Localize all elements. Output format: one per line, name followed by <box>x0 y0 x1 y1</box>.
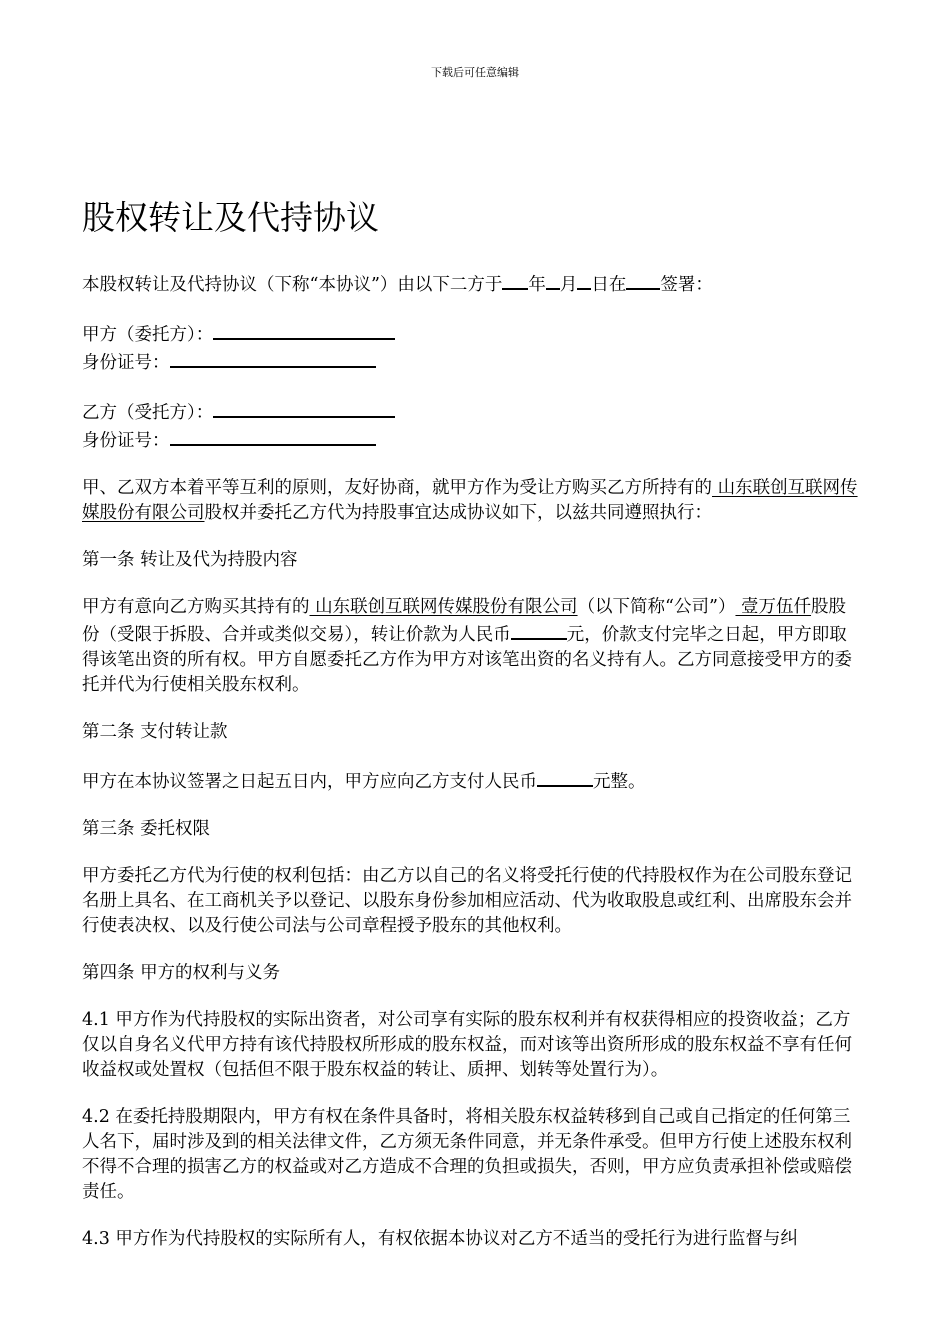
preamble-text: 甲、乙双方本着平等互利的原则，友好协商，就甲方作为受让方购买乙方所持有的 <box>82 478 712 498</box>
intro-paragraph <box>82 270 862 298</box>
intro-text: 本股权转让及代持协议（下称“本协议”）由以下二方于 <box>82 275 503 295</box>
article-2-paragraph <box>82 767 862 795</box>
payment-blank <box>537 767 593 787</box>
article-4-heading: 第四条 甲方的权利与义务 <box>82 963 281 983</box>
party-b-id-label: 身份证号： <box>82 431 170 451</box>
article-1-paragraph <box>82 595 862 698</box>
price-blank <box>511 620 567 640</box>
article-2-heading: 第二条 支付转让款 <box>82 722 228 742</box>
intro-year-label: 年 <box>528 275 546 295</box>
preamble-paragraph <box>82 476 862 526</box>
intro-day-label: 日在 <box>591 275 627 295</box>
party-b-id-blank <box>170 426 376 446</box>
clause-4-2: 4.2 在委托持股期限内，甲方有权在条件具备时，将相关股东权益转移到自己或自己指定的任何第三人名下，届时涉及到的相关法律文件，乙方须无条件同意，并无条件承受。但甲方行使上述股东权利不得不合理的损害乙方的权益或对乙方造成不合理的负担或损失，否则，甲方应负责承担补偿或赔偿责任。 <box>82 1107 852 1202</box>
party-a-id-blank <box>170 348 376 368</box>
intro-sign-label: 签署： <box>660 275 713 295</box>
article-1-heading: 第一条 转让及代为持股内容 <box>82 550 298 570</box>
document-body <box>82 270 862 1274</box>
preamble-text-end: 股权并委托乙方代为持股事宜达成协议如下，以兹共同遵照执行： <box>204 503 712 523</box>
month-blank <box>546 270 560 290</box>
article-1-company-name: 山东联创互联网传媒股份有限公司 <box>309 597 578 617</box>
party-a-id-line <box>82 348 862 376</box>
party-a-line <box>82 320 862 348</box>
page-header: 下载后可任意编辑 <box>431 66 519 79</box>
party-b-block <box>82 398 862 454</box>
party-b-name-blank <box>213 398 395 418</box>
clause-4-3: 4.3 甲方作为代持股权的实际所有人，有权依据本协议对乙方不适当的受托行为进行监督与纠 <box>82 1229 798 1249</box>
article-1-share-count: 壹万伍仟 <box>735 597 812 617</box>
article-1-text: 甲方有意向乙方购买其持有的 <box>82 597 310 617</box>
intro-month-label: 月 <box>559 275 578 295</box>
article-3-heading: 第三条 委托权限 <box>82 819 211 839</box>
year-blank <box>502 270 528 290</box>
preamble-company-name: 山东联创互联网传媒股份有限公司 <box>82 478 858 523</box>
place-blank <box>626 270 660 290</box>
article-2-text: 甲方在本协议签署之日起五日内，甲方应向乙方支付人民币 <box>82 772 537 792</box>
article-1-text-end: 元，价款支付完毕之日起，甲方即取得该笔出资的所有权。甲方自愿委托乙方作为甲方对该笔出资的名义持有人。乙方同意接受甲方的委托并代为行使相关股东权利。 <box>82 625 852 695</box>
party-b-line <box>82 398 862 426</box>
party-b-label: 乙方（受托方）： <box>82 403 214 423</box>
article-1-text-abbr: （以下简称“公司”） <box>577 597 736 617</box>
day-blank <box>577 270 591 290</box>
document-title: 股权转让及代持协议 <box>82 198 379 237</box>
party-b-id-line <box>82 426 862 454</box>
article-1-text-price: 股股份（受限于拆股、合并或类似交易），转让价款为人民币 <box>82 597 847 645</box>
clause-4-1: 4.1 甲方作为代持股权的实际出资者，对公司享有实际的股东权利并有权获得相应的投资收益；乙方仅以自身名义代甲方持有该代持股权所形成的股东权益，而对该等出资所形成的股东权益不享有任何收益权或处置权（包括但不限于股东权益的转让、质押、划转等处置行为）。 <box>82 1010 852 1080</box>
article-3-paragraph: 甲方委托乙方代为行使的权利包括：由乙方以自己的名义将受托行使的代持股权作为在公司股东登记名册上具名、在工商机关予以登记、以股东身份参加相应活动、代为收取股息或红利、出席股东会并行使表决权、以及行使公司法与公司章程授予股东的其他权利。 <box>82 866 852 936</box>
party-a-id-label: 身份证号： <box>82 353 170 373</box>
party-a-name-blank <box>213 320 395 340</box>
party-a-label: 甲方（委托方）： <box>82 325 214 345</box>
article-2-text-end: 元整。 <box>593 772 646 792</box>
party-a-block <box>82 320 862 376</box>
